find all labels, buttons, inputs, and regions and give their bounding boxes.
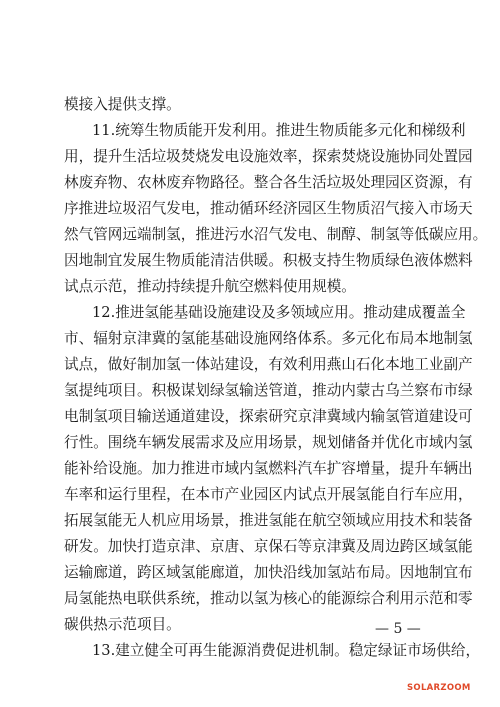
paragraph-line: 车率和运行里程，在本市产业园区内试点开展氢能自行车应用，	[64, 486, 473, 503]
paragraph-line: 氢提纯项目。积极谋划绿氢输送管道，推动内蒙古乌兰察布市绿	[64, 382, 473, 399]
paragraph-line: 11.统筹生物质能开发利用。推进生物质能多元化和梯级利	[92, 122, 466, 139]
paragraph-line: 局氢能热电联供系统，推动以氢为核心的能源综合利用示范和零	[64, 590, 473, 607]
paragraph-line: 电制氢项目输送通道建设，探索研究京津冀域内输氢管道建设可	[64, 408, 473, 425]
paragraph-line: 然气管网远端制氢，推进污水沼气发电、制醇、制氢等低碳应用。	[64, 226, 488, 243]
paragraph-line: 林废弃物、农林废弃物路径。整合各生活垃圾处理园区资源，有	[64, 174, 473, 191]
watermark-logo: SOLARZOOM	[407, 683, 471, 693]
paragraph-line: 模接入提供支撑。	[64, 96, 181, 113]
paragraph-line: 用，提升生活垃圾焚烧发电设施效率，探索焚烧设施协同处置园	[64, 148, 473, 165]
paragraph-line: 市、辐射京津冀的氢能基础设施网络体系。多元化布局本地制氢	[64, 330, 473, 347]
paragraph-line: 13.建立健全可再生能源消费促进机制。稳定绿证市场供给，	[92, 642, 481, 659]
paragraph-line: 因地制宜发展生物质能清洁供暖。积极支持生物质绿色液体燃料	[64, 252, 473, 269]
paragraph-line: 序推进垃圾沼气发电，推动循环经济园区生物质沼气接入市场天	[64, 200, 473, 217]
paragraph-line: 能补给设施。加力推进市域内氢燃料汽车扩容增量，提升车辆出	[64, 460, 473, 477]
paragraph-line: 碳供热示范项目。	[64, 616, 181, 633]
paragraph-line: 试点示范，推动持续提升航空燃料使用规模。	[64, 278, 356, 295]
paragraph-line: 行性。围绕车辆发展需求及应用场景，规划储备并优化市域内氢	[64, 434, 473, 451]
paragraph-line: 研发。加快打造京津、京唐、京保石等京津冀及周边跨区域氢能	[64, 538, 473, 555]
paragraph-line: 运输廊道，跨区域氢能廊道，加快沿线加氢站布局。因地制宜布	[64, 564, 473, 581]
paragraph-line: 拓展氢能无人机应用场景，推进氢能在航空领域应用技术和装备	[64, 512, 473, 529]
page-number: — 5 —	[375, 621, 421, 637]
paragraph-line: 12.推进氢能基础设施建设及多领域应用。推动建成覆盖全	[92, 304, 466, 321]
paragraph-line: 试点，做好制加氢一体站建设，有效利用燕山石化本地工业副产	[64, 356, 473, 373]
